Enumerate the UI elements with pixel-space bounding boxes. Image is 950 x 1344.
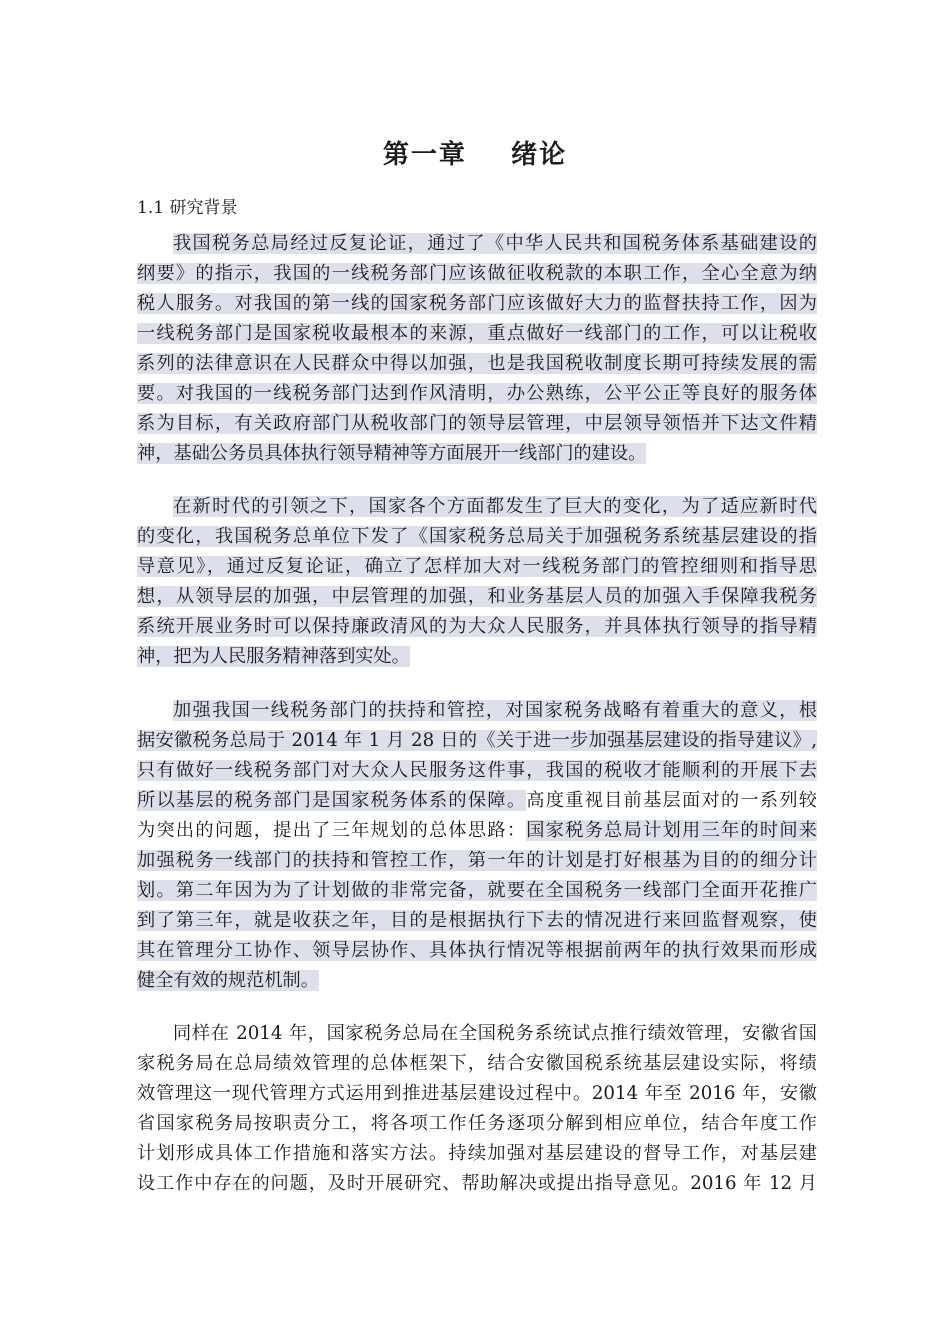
text-line: 只有做好一线税务部门对大众人民服务这件事，我国的税收才能顺利的开展下去 (137, 760, 817, 781)
text-line: 所以基层的税务部门是国家税务体系的保障。高度重视目前基层面对的一系列较 (137, 790, 817, 811)
text-line: 系统开展业务时可以保持廉政清风的为大众人民服务，并具体执行领导的指导精 (137, 616, 817, 637)
text-line: 一线税务部门是国家税收最根本的来源，重点做好一线部门的工作，可以让税收 (137, 323, 817, 344)
text-line: 神，把为人民服务精神落到实处。 (137, 646, 410, 667)
text-line: 的变化，我国税务总单位下发了《国家税务总局关于加强税务系统基层建设的指 (137, 526, 817, 547)
paragraph-4 (137, 1019, 817, 1199)
text-line: 设工作中存在的问题，及时开展研究、帮助解决或提出指导意见。2016 年 12 月 (137, 1173, 817, 1194)
text-line: 其在管理分工协作、领导层协作、具体执行情况等根据前两年的执行效果而形成 (137, 940, 817, 961)
text-line: 税人服务。对我国的第一线的国家税务部门应该做好大力的监督扶持工作，因为 (137, 293, 817, 314)
text-line: 效管理这一现代管理方式运用到推进基层建设过程中。2014 年至 2016 年，安徽 (137, 1083, 817, 1104)
paragraph-3 (137, 696, 817, 996)
text-line: 加强税务一线部门的扶持和管控工作，第一年的计划是打好根基为目的的细分计 (137, 850, 817, 871)
text-line: 省国家税务局按职责分工，将各项工作任务逐项分解到相应单位，结合年度工作 (137, 1113, 817, 1134)
text-line: 导意见》，通过反复论证，确立了怎样加大对一线税务部门的管控细则和指导思 (137, 556, 817, 577)
text-line: 加强我国一线税务部门的扶持和管控，对国家税务战略有着重大的意义，根 (173, 700, 817, 721)
text-line: 我国税务总局经过反复论证，通过了《中华人民共和国税务体系基础建设的 (173, 233, 817, 254)
text-line: 要。对我国的一线税务部门达到作风清明，办公熟练，公平公正等良好的服务体 (137, 383, 817, 404)
text-line: 到了第三年，就是收获之年，目的是根据执行下去的情况进行来回监督观察，使 (137, 910, 817, 931)
chapter-title: 第一章 绪论 (382, 140, 568, 170)
text-line: 计划形成具体工作措施和落实方法。持续加强对基层建设的督导工作，对基层建 (137, 1143, 817, 1164)
text-line: 划。第二年因为为了计划做的非常完备，就要在全国税务一线部门全面开花推广 (137, 880, 817, 901)
paragraph-1 (137, 229, 817, 469)
text-line: 同样在 2014 年，国家税务总局在全国税务系统试点推行绩效管理，安徽省国 (173, 1023, 817, 1044)
text-line: 在新时代的引领之下，国家各个方面都发生了巨大的变化，为了适应新时代 (173, 496, 817, 517)
section-heading: 1.1 研究背景 (137, 198, 238, 218)
text-line: 想，从领导层的加强，中层管理的加强，和业务基层人员的加强入手保障我税务 (137, 586, 817, 607)
text-line: 家税务局在总局绩效管理的总体框架下，结合安徽国税系统基层建设实际，将绩 (137, 1053, 817, 1074)
text-line: 纲要》的指示，我国的一线税务部门应该做征收税款的本职工作，全心全意为纳 (137, 263, 817, 284)
text-line: 系为目标，有关政府部门从税收部门的领导层管理，中层领导领悟并下达文件精 (137, 413, 817, 434)
text-line: 神，基础公务员具体执行领导精神等方面展开一线部门的建设。 (137, 443, 647, 464)
text-line: 为突出的问题，提出了三年规划的总体思路：国家税务总局计划用三年的时间来 (137, 820, 817, 841)
text-line: 系列的法律意识在人民群众中得以加强，也是我国税收制度长期可持续发展的需 (137, 353, 817, 374)
text-line: 据安徽税务总局于 2014 年 1 月 28 日的《关于进一步加强基层建设的指导建议》, (137, 730, 817, 751)
paragraph-2 (137, 492, 817, 672)
text-line: 健全有效的规范机制。 (137, 970, 319, 991)
